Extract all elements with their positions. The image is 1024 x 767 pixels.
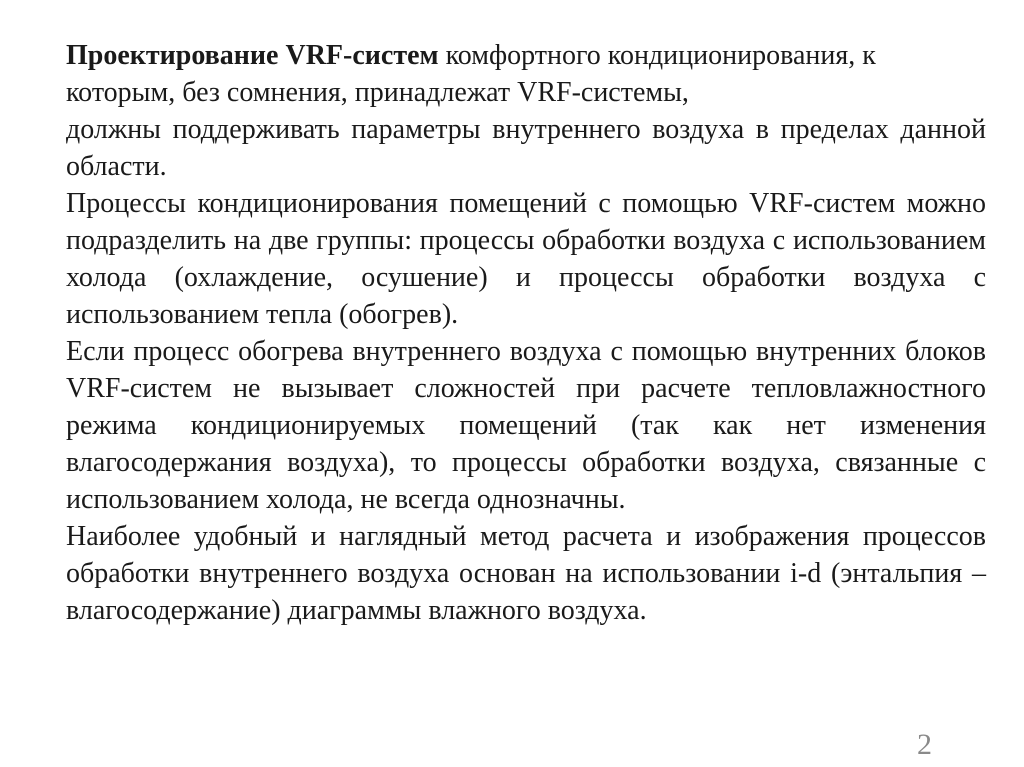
paragraph-vrf-design (66, 37, 986, 185)
paragraph-id-diagram: Наиболее удобный и наглядный метод расчета и изображения процессов обработки внутреннего воздуха основан на использовании i-d (энтальпия – влагосодержание) диаграммы влажного воздуха. (66, 521, 986, 626)
paragraph-process-groups: Процессы кондиционирования помещений с помощью VRF-систем можно подразделить на две группы: процессы обработки воздуха с использованием холода (охлаждение, осушение) и процессы обработки воздуха с использованием тепла (обогрев). (66, 188, 986, 330)
paragraph-lead-bold: Проектирование VRF-систем (66, 40, 439, 71)
slide-body (66, 37, 986, 629)
paragraph-line2: которым, без сомнения, принадлежат VRF-системы, (66, 77, 689, 108)
paragraph-line3: должны поддерживать параметры внутреннего воздуха в пределах данной области. (66, 114, 986, 182)
paragraph-line1-rest: комфортного кондиционирования, к (438, 40, 876, 71)
page-number: 2 (917, 728, 932, 761)
paragraph-heating-cooling: Если процесс обогрева внутреннего воздуха с помощью внутренних блоков VRF-систем не вызывает сложностей при расчете тепловлажностного режима кондиционируемых помещений (так как нет изменения влагосодержания воздуха), то процессы обработки воздуха, связанные с использованием холода, не всегда однозначны. (66, 336, 986, 515)
